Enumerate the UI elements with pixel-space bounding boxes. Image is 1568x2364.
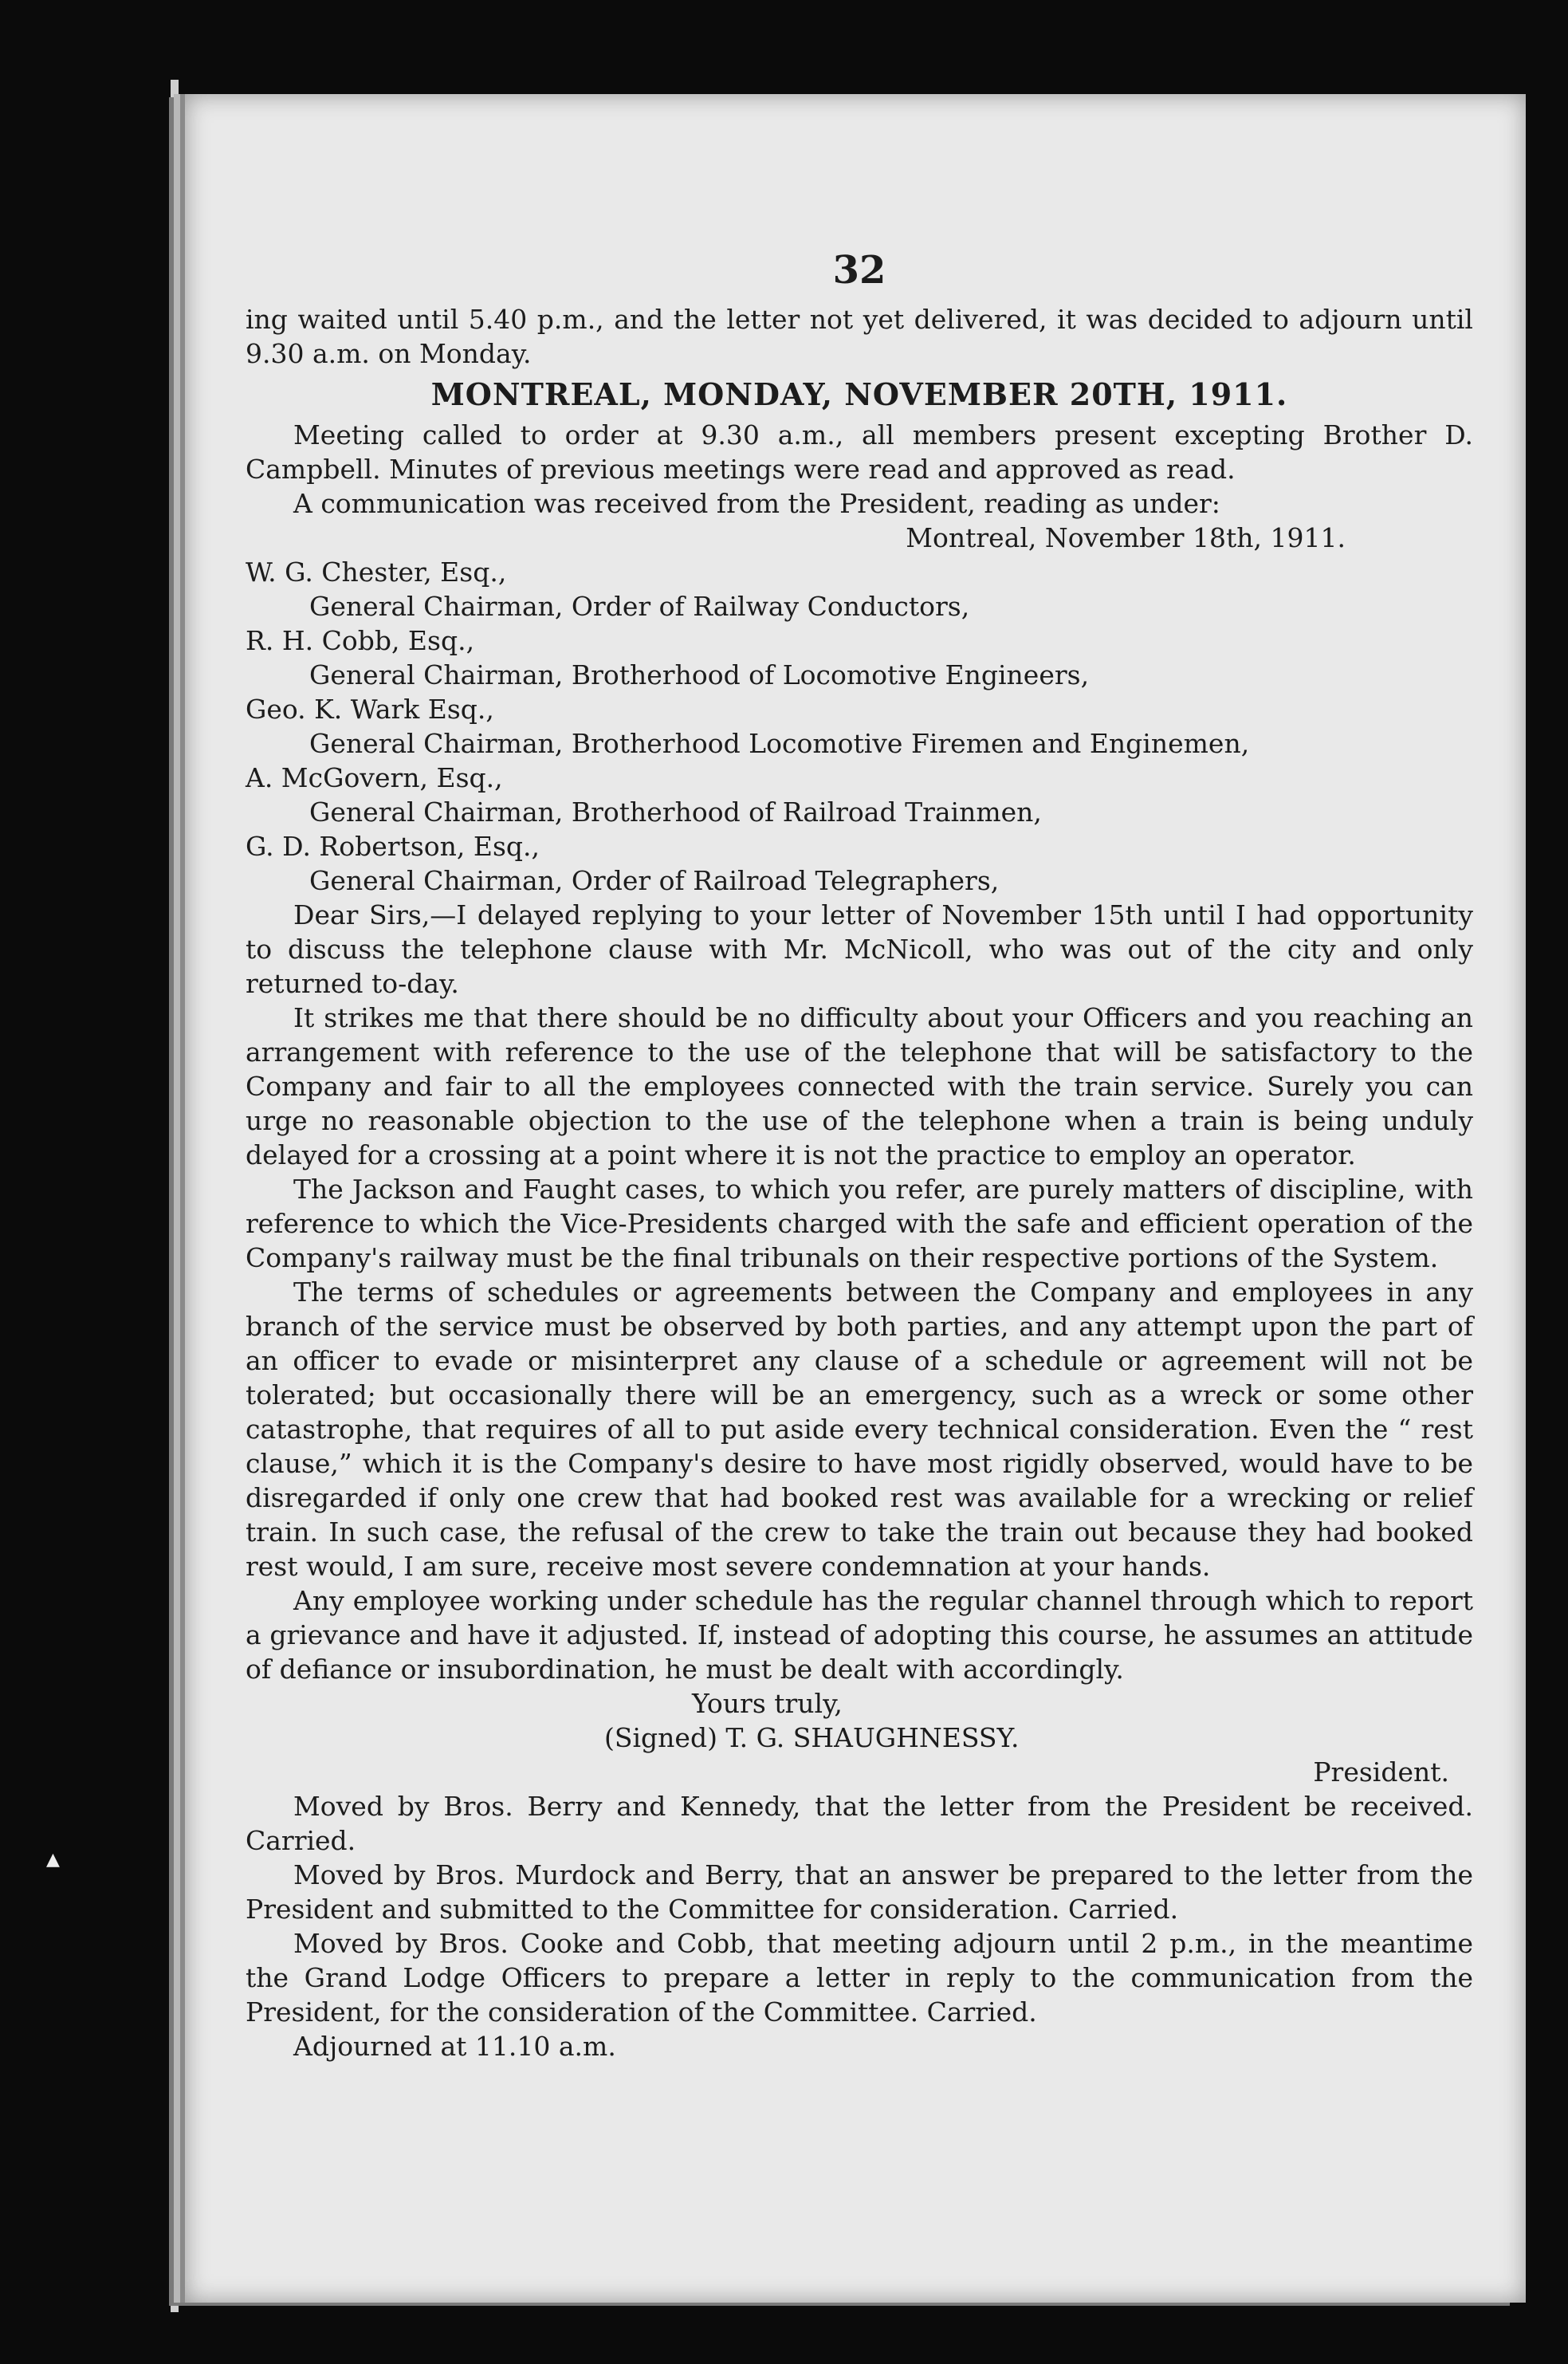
motion-paragraph: Moved by Bros. Berry and Kennedy, that the letter from the President be received. Carried. [246,1791,1473,1856]
addressee-name: G. D. Robertson, Esq., [246,831,540,862]
motion-paragraph: Moved by Bros. Cooke and Cobb, that meeting adjourn until 2 p.m., in the meantime the Grand Lodge Officers to prepare a letter in reply to the communication from the President, for the consideration of the Committee. Carried. [246,1928,1473,2028]
film-mark: ▲ [46,1850,60,1870]
letter-paragraph: The terms of schedules or agreements between the Company and employees in any branch of the service must be observed by both parties, and any attempt upon the part of an officer to evade or misinterpret any clause of a schedule or agreement will not be tolerated; but occasionally there will be an emergency, such as a wreck or some other catastrophe, that requires of all to put aside every technical consideration. Even the “ rest clause,” which it is the Company's desire to have most rigidly observed, would have to be disregarded if only one crew that had booked rest was available for a wrecking or relief train. In such case, the refusal of the crew to take the train out because they had booked rest would, I am sure, receive most severe condemnation at your hands. [246,1276,1473,1582]
letter-paragraph: Any employee working under schedule has the regular channel through which to report a grievance and have it adjusted. If, instead of adopting this course, he assumes an attitude of defiance or insubordination, he must be dealt with accordingly. [246,1585,1473,1685]
addressee-title: General Chairman, Order of Railroad Telegraphers, [309,865,1000,896]
addressee-title: General Chairman, Order of Railway Conductors, [309,591,970,622]
addressee-block [246,555,1473,898]
communication-paragraph: A communication was received from the President, reading as under: [293,488,1220,519]
minutes-paragraph: Meeting called to order at 9.30 a.m., all members present excepting Brother D. Campbell. Minutes of previous meetings were read and approved as read. [246,419,1473,485]
signature-line: (Signed) T. G. SHAUGHNESSY. [604,1722,1020,1753]
addressee-name: W. G. Chester, Esq., [246,557,507,588]
addressee-title: General Chairman, Brotherhood of Locomotive Engineers, [309,659,1090,690]
page-stack-edge [171,80,179,2312]
page-number: 32 [832,248,886,293]
addressee-title: General Chairman, Brotherhood of Railroad Trainmen, [309,797,1042,828]
motion-paragraph: Moved by Bros. Murdock and Berry, that an answer be prepared to the letter from the President and submitted to the Committee for consideration. Carried. [246,1859,1473,1925]
addressee-title: General Chairman, Brotherhood Locomotive Firemen and Enginemen, [309,728,1250,759]
adjournment-line: Adjourned at 11.10 a.m. [293,2031,616,2062]
meeting-heading: MONTREAL, MONDAY, NOVEMBER 20TH, 1911. [430,376,1288,412]
letter-date: Montreal, November 18th, 1911. [906,522,1346,553]
addressee-name: A. McGovern, Esq., [246,762,503,793]
letter-paragraph: Dear Sirs,—I delayed replying to your letter of November 15th until I had opportunity to discuss the telephone clause with Mr. McNicoll, who was out of the city and only returned to-day. [246,899,1473,999]
letter-paragraph: It strikes me that there should be no difficulty about your Officers and you reaching an arrangement with reference to the use of the telephone that will be satisfactory to the Company and fair to all the employees connected with the train service. Surely you can urge no reasonable objection to the use of the telephone when a train is being unduly delayed for a crossing at a point where it is not the practice to employ an operator. [246,1002,1473,1170]
opening-paragraph: ing waited until 5.40 p.m., and the letter not yet delivered, it was decided to adjourn until 9.30 a.m. on Monday. [246,304,1473,369]
addressee-name: R. H. Cobb, Esq., [246,625,475,656]
signer-title: President. [1313,1756,1449,1788]
letter-paragraph: The Jackson and Faught cases, to which you refer, are purely matters of discipline, with reference to which the Vice-Presidents charged with the safe and efficient operation of the Company's railway must be the final tribunals on their respective portions of the System. [246,1174,1473,1273]
letter-closing: Yours truly, [692,1688,843,1719]
addressee-name: Geo. K. Wark Esq., [246,694,494,725]
document-text [246,159,1473,2063]
